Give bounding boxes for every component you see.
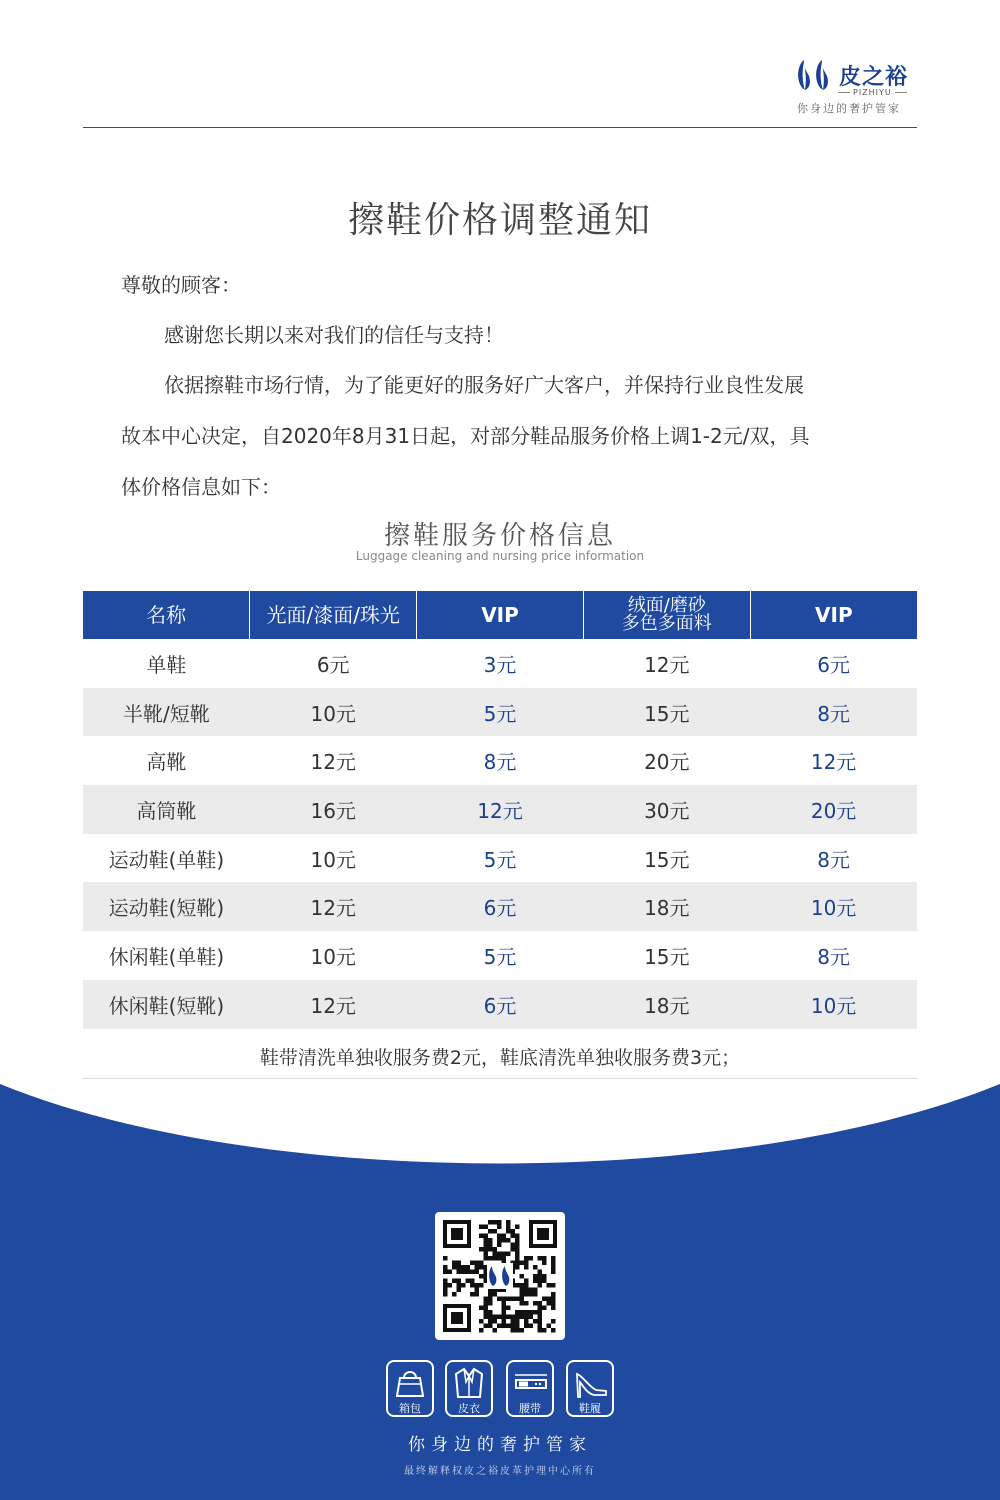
qr-code[interactable] [435,1212,565,1340]
notice-line-4: 体价格信息如下： [121,475,281,499]
brand-logo [795,58,920,118]
cell-name: 休闲鞋(短靴) [83,980,250,1029]
cell-suede-price: 15元 [644,847,690,872]
table-row [83,785,917,834]
cell-smooth-vip: 5元 [483,847,517,872]
table-row [83,882,917,931]
cell-suede-vip: 10元 [750,882,917,931]
cell-smooth-vip: 6元 [417,882,584,931]
cell-suede-vip: 8元 [750,688,917,737]
service-leather-jacket [445,1360,493,1417]
cell-smooth-vip: 8元 [483,750,517,775]
cell-name: 运动鞋(短靴) [83,882,250,931]
price-section-subtitle: Luggage cleaning and nursing price information [355,549,645,563]
cell-smooth-price: 16元 [250,785,417,834]
service-label-shoes: 鞋履 [579,1402,601,1415]
cell-suede-price: 20元 [644,750,690,775]
service-label-handbag: 箱包 [399,1402,421,1415]
brand-slogan: 你身边的奢护管家 [797,102,901,115]
cell-name: 半靴/短靴 [83,688,250,737]
notice-greeting: 尊敬的顾客： [121,273,241,297]
cell-smooth-price: 12元 [250,882,417,931]
service-handbag [386,1360,434,1417]
cell-name: 休闲鞋(单鞋) [108,944,225,969]
cell-smooth-vip: 6元 [417,980,584,1029]
header-divider [83,127,917,128]
cell-smooth-price: 6元 [316,652,350,677]
price-section-title: 擦鞋服务价格信息 [383,521,616,551]
table-row [83,980,917,1029]
header-name: 名称 [83,591,250,639]
cell-name: 运动鞋(单鞋) [108,847,225,872]
footer-copyright: 最终解释权皮之裕皮革护理中心所有 [404,1466,596,1477]
service-shoes [566,1360,614,1417]
service-label-belt: 腰带 [519,1402,541,1415]
leather-jacket-icon [453,1366,485,1400]
header-vip-1: VIP [417,591,584,639]
table-row [83,834,917,883]
cell-suede-vip: 10元 [750,980,917,1029]
cell-suede-price: 30元 [583,785,750,834]
cell-suede-vip: 6元 [817,652,850,677]
cell-smooth-vip: 3元 [483,652,517,677]
table-header-row [83,591,917,639]
extra-fee-note: 鞋带清洗单独收服务费2元，鞋底清洗单独收服务费3元； [259,1047,741,1069]
cell-name: 高筒靴 [83,785,250,834]
table-row [83,736,917,785]
service-belt [506,1360,554,1417]
table-row [83,639,917,688]
cell-suede-price: 18元 [583,882,750,931]
table-row [83,688,917,737]
service-label-jacket: 皮衣 [458,1402,480,1415]
high-heel-icon [574,1366,608,1400]
cell-suede-price: 15元 [644,944,690,969]
cell-smooth-price: 12元 [310,750,356,775]
cell-suede-price: 15元 [583,688,750,737]
brand-logo-icon [795,58,835,92]
cell-smooth-price: 10元 [310,847,356,872]
cell-smooth-price: 12元 [250,980,417,1029]
cell-suede-price: 12元 [644,652,690,677]
price-table [83,591,917,1029]
header-suede-line-2: 多色多面料 [621,613,712,634]
header-suede [583,591,750,639]
header-vip-2: VIP [750,591,917,639]
qr-code-image [435,1212,565,1340]
brand-name: 皮之裕 [839,65,909,90]
header-smooth: 光面/漆面/珠光 [250,591,417,639]
brand-name-en: PIZHIYU [835,88,910,97]
belt-icon [514,1366,548,1400]
cell-suede-vip: 20元 [750,785,917,834]
handbag-icon [394,1366,426,1400]
cell-suede-vip: 8元 [817,847,850,872]
header-suede-line-1: 绒面/磨砂 [627,595,706,616]
notice-line-1: 感谢您长期以来对我们的信任与支持！ [164,323,504,347]
cell-name: 高靴 [146,750,187,775]
cell-smooth-price: 10元 [250,688,417,737]
cell-smooth-vip: 5元 [417,688,584,737]
notice-line-3: 故本中心决定，自2020年8月31日起，对部分鞋品服务价格上调1-2元/双，具 [121,424,810,448]
cell-suede-vip: 8元 [817,944,850,969]
table-row [83,931,917,980]
cell-smooth-price: 10元 [310,944,356,969]
footer-slogan: 你身边的奢护管家 [408,1435,592,1455]
cell-suede-price: 18元 [583,980,750,1029]
notice-line-2: 依据擦鞋市场行情，为了能更好的服务好广大客户，并保持行业良性发展 [164,373,804,397]
cell-suede-vip: 12元 [810,750,857,775]
cell-smooth-vip: 5元 [483,944,517,969]
cell-smooth-vip: 12元 [417,785,584,834]
cell-name: 单鞋 [146,652,187,677]
notice-title: 擦鞋价格调整通知 [347,200,652,241]
service-icons [386,1360,616,1420]
